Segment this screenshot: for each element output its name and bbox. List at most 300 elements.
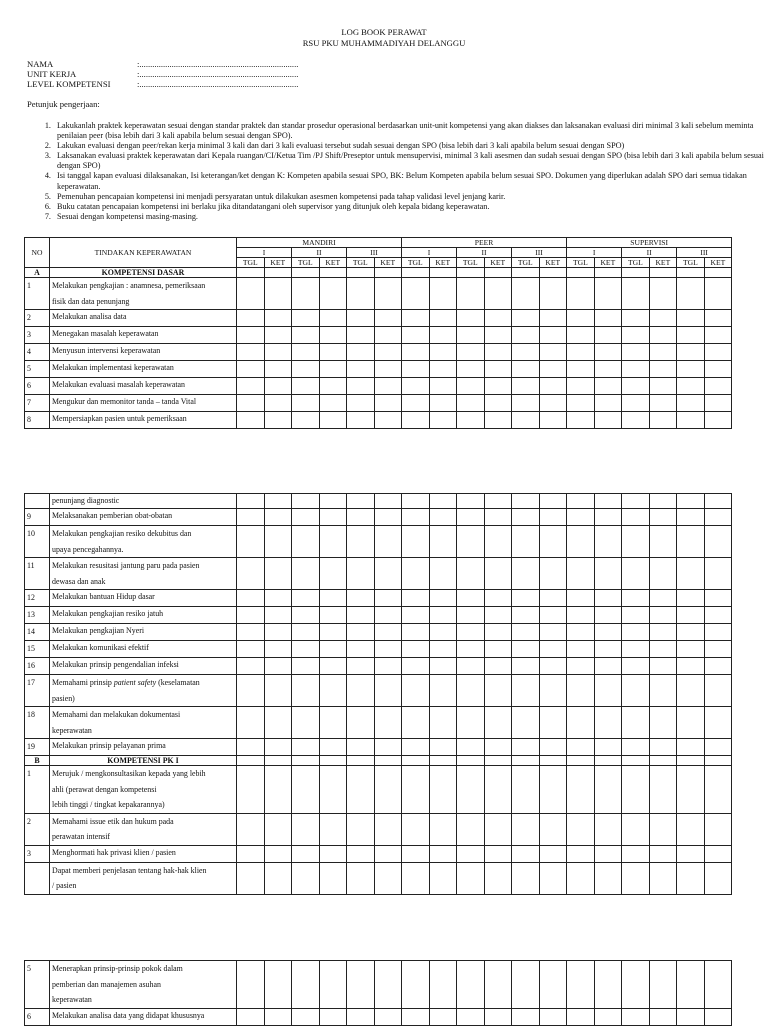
entry-cell[interactable] <box>402 590 430 607</box>
entry-cell[interactable] <box>677 624 705 641</box>
entry-cell[interactable] <box>319 361 347 378</box>
entry-cell[interactable] <box>677 327 705 344</box>
entry-cell[interactable] <box>677 766 705 814</box>
entry-cell[interactable] <box>402 624 430 641</box>
entry-cell[interactable] <box>622 268 650 278</box>
entry-cell[interactable] <box>567 509 595 526</box>
entry-cell[interactable] <box>567 675 595 707</box>
entry-cell[interactable] <box>704 641 732 658</box>
entry-cell[interactable] <box>237 675 265 707</box>
entry-cell[interactable] <box>512 310 540 327</box>
entry-cell[interactable] <box>237 558 265 590</box>
entry-cell[interactable] <box>539 361 567 378</box>
entry-cell[interactable] <box>264 707 292 739</box>
entry-cell[interactable] <box>319 494 347 509</box>
entry-cell[interactable] <box>512 961 540 1009</box>
entry-cell[interactable] <box>292 268 320 278</box>
entry-cell[interactable] <box>594 494 622 509</box>
entry-cell[interactable] <box>237 361 265 378</box>
entry-cell[interactable] <box>484 624 512 641</box>
entry-cell[interactable] <box>237 344 265 361</box>
entry-cell[interactable] <box>512 378 540 395</box>
entry-cell[interactable] <box>704 624 732 641</box>
entry-cell[interactable] <box>622 845 650 862</box>
entry-cell[interactable] <box>649 268 677 278</box>
entry-cell[interactable] <box>347 707 375 739</box>
entry-cell[interactable] <box>704 845 732 862</box>
entry-cell[interactable] <box>429 641 457 658</box>
entry-cell[interactable] <box>512 658 540 675</box>
entry-cell[interactable] <box>374 845 402 862</box>
entry-cell[interactable] <box>567 310 595 327</box>
entry-cell[interactable] <box>402 395 430 412</box>
entry-cell[interactable] <box>567 845 595 862</box>
entry-cell[interactable] <box>237 739 265 756</box>
entry-cell[interactable] <box>567 624 595 641</box>
entry-cell[interactable] <box>677 813 705 845</box>
entry-cell[interactable] <box>319 378 347 395</box>
entry-cell[interactable] <box>264 641 292 658</box>
entry-cell[interactable] <box>622 344 650 361</box>
entry-cell[interactable] <box>429 607 457 624</box>
entry-cell[interactable] <box>374 624 402 641</box>
entry-cell[interactable] <box>484 1008 512 1025</box>
entry-cell[interactable] <box>319 558 347 590</box>
entry-cell[interactable] <box>649 845 677 862</box>
entry-cell[interactable] <box>264 558 292 590</box>
entry-cell[interactable] <box>567 607 595 624</box>
entry-cell[interactable] <box>594 558 622 590</box>
entry-cell[interactable] <box>374 641 402 658</box>
entry-cell[interactable] <box>347 526 375 558</box>
entry-cell[interactable] <box>622 412 650 429</box>
entry-cell[interactable] <box>512 675 540 707</box>
entry-cell[interactable] <box>512 756 540 766</box>
entry-cell[interactable] <box>594 845 622 862</box>
entry-cell[interactable] <box>594 590 622 607</box>
entry-cell[interactable] <box>512 361 540 378</box>
entry-cell[interactable] <box>292 412 320 429</box>
entry-cell[interactable] <box>484 310 512 327</box>
entry-cell[interactable] <box>264 607 292 624</box>
entry-cell[interactable] <box>622 378 650 395</box>
entry-cell[interactable] <box>402 378 430 395</box>
entry-cell[interactable] <box>319 278 347 310</box>
entry-cell[interactable] <box>484 707 512 739</box>
entry-cell[interactable] <box>347 558 375 590</box>
entry-cell[interactable] <box>594 813 622 845</box>
entry-cell[interactable] <box>704 361 732 378</box>
entry-cell[interactable] <box>319 526 347 558</box>
entry-cell[interactable] <box>429 494 457 509</box>
entry-cell[interactable] <box>539 526 567 558</box>
entry-cell[interactable] <box>237 658 265 675</box>
entry-cell[interactable] <box>594 310 622 327</box>
entry-cell[interactable] <box>704 412 732 429</box>
entry-cell[interactable] <box>292 344 320 361</box>
entry-cell[interactable] <box>402 310 430 327</box>
entry-cell[interactable] <box>512 862 540 894</box>
entry-cell[interactable] <box>539 641 567 658</box>
entry-cell[interactable] <box>512 526 540 558</box>
entry-cell[interactable] <box>704 310 732 327</box>
entry-cell[interactable] <box>594 624 622 641</box>
entry-cell[interactable] <box>704 268 732 278</box>
entry-cell[interactable] <box>237 624 265 641</box>
entry-cell[interactable] <box>264 756 292 766</box>
entry-cell[interactable] <box>457 278 485 310</box>
entry-cell[interactable] <box>622 361 650 378</box>
entry-cell[interactable] <box>704 658 732 675</box>
entry-cell[interactable] <box>622 558 650 590</box>
entry-cell[interactable] <box>512 278 540 310</box>
entry-cell[interactable] <box>264 378 292 395</box>
entry-cell[interactable] <box>649 766 677 814</box>
entry-cell[interactable] <box>677 378 705 395</box>
entry-cell[interactable] <box>292 526 320 558</box>
entry-cell[interactable] <box>677 675 705 707</box>
entry-cell[interactable] <box>374 1008 402 1025</box>
entry-cell[interactable] <box>319 641 347 658</box>
entry-cell[interactable] <box>429 624 457 641</box>
entry-cell[interactable] <box>484 558 512 590</box>
entry-cell[interactable] <box>374 756 402 766</box>
entry-cell[interactable] <box>539 707 567 739</box>
entry-cell[interactable] <box>594 707 622 739</box>
entry-cell[interactable] <box>347 268 375 278</box>
entry-cell[interactable] <box>512 268 540 278</box>
entry-cell[interactable] <box>622 607 650 624</box>
entry-cell[interactable] <box>539 412 567 429</box>
entry-cell[interactable] <box>292 813 320 845</box>
entry-cell[interactable] <box>429 658 457 675</box>
entry-cell[interactable] <box>649 813 677 845</box>
entry-cell[interactable] <box>402 641 430 658</box>
entry-cell[interactable] <box>292 756 320 766</box>
entry-cell[interactable] <box>484 862 512 894</box>
entry-cell[interactable] <box>374 766 402 814</box>
entry-cell[interactable] <box>677 1008 705 1025</box>
entry-cell[interactable] <box>429 766 457 814</box>
entry-cell[interactable] <box>429 862 457 894</box>
entry-cell[interactable] <box>374 862 402 894</box>
entry-cell[interactable] <box>512 813 540 845</box>
entry-cell[interactable] <box>704 675 732 707</box>
entry-cell[interactable] <box>402 494 430 509</box>
entry-cell[interactable] <box>347 739 375 756</box>
entry-cell[interactable] <box>292 558 320 590</box>
entry-cell[interactable] <box>704 739 732 756</box>
entry-cell[interactable] <box>264 327 292 344</box>
entry-cell[interactable] <box>512 412 540 429</box>
entry-cell[interactable] <box>539 278 567 310</box>
entry-cell[interactable] <box>649 361 677 378</box>
entry-cell[interactable] <box>374 310 402 327</box>
entry-cell[interactable] <box>292 327 320 344</box>
entry-cell[interactable] <box>567 361 595 378</box>
entry-cell[interactable] <box>512 607 540 624</box>
entry-cell[interactable] <box>677 862 705 894</box>
entry-cell[interactable] <box>677 658 705 675</box>
entry-cell[interactable] <box>374 707 402 739</box>
entry-cell[interactable] <box>484 412 512 429</box>
entry-cell[interactable] <box>649 310 677 327</box>
entry-cell[interactable] <box>512 739 540 756</box>
entry-cell[interactable] <box>704 526 732 558</box>
entry-cell[interactable] <box>347 327 375 344</box>
entry-cell[interactable] <box>237 862 265 894</box>
entry-cell[interactable] <box>594 509 622 526</box>
entry-cell[interactable] <box>402 558 430 590</box>
entry-cell[interactable] <box>512 1008 540 1025</box>
entry-cell[interactable] <box>237 327 265 344</box>
entry-cell[interactable] <box>484 658 512 675</box>
entry-cell[interactable] <box>567 378 595 395</box>
entry-cell[interactable] <box>319 756 347 766</box>
entry-cell[interactable] <box>457 739 485 756</box>
entry-cell[interactable] <box>237 494 265 509</box>
entry-cell[interactable] <box>457 361 485 378</box>
entry-cell[interactable] <box>402 675 430 707</box>
entry-cell[interactable] <box>319 412 347 429</box>
entry-cell[interactable] <box>319 310 347 327</box>
entry-cell[interactable] <box>677 756 705 766</box>
entry-cell[interactable] <box>264 1008 292 1025</box>
entry-cell[interactable] <box>347 344 375 361</box>
entry-cell[interactable] <box>264 526 292 558</box>
entry-cell[interactable] <box>622 961 650 1009</box>
entry-cell[interactable] <box>484 766 512 814</box>
entry-cell[interactable] <box>429 558 457 590</box>
entry-cell[interactable] <box>429 361 457 378</box>
entry-cell[interactable] <box>347 310 375 327</box>
entry-cell[interactable] <box>457 607 485 624</box>
entry-cell[interactable] <box>594 378 622 395</box>
entry-cell[interactable] <box>484 361 512 378</box>
entry-cell[interactable] <box>292 739 320 756</box>
entry-cell[interactable] <box>264 278 292 310</box>
entry-cell[interactable] <box>539 509 567 526</box>
entry-cell[interactable] <box>649 862 677 894</box>
entry-cell[interactable] <box>292 509 320 526</box>
entry-cell[interactable] <box>237 278 265 310</box>
entry-cell[interactable] <box>237 756 265 766</box>
entry-cell[interactable] <box>402 739 430 756</box>
entry-cell[interactable] <box>649 961 677 1009</box>
entry-cell[interactable] <box>539 344 567 361</box>
entry-cell[interactable] <box>429 1008 457 1025</box>
entry-cell[interactable] <box>402 278 430 310</box>
entry-cell[interactable] <box>292 862 320 894</box>
entry-cell[interactable] <box>484 607 512 624</box>
entry-cell[interactable] <box>594 1008 622 1025</box>
entry-cell[interactable] <box>264 624 292 641</box>
entry-cell[interactable] <box>512 395 540 412</box>
entry-cell[interactable] <box>512 509 540 526</box>
entry-cell[interactable] <box>264 739 292 756</box>
entry-cell[interactable] <box>429 412 457 429</box>
entry-cell[interactable] <box>539 845 567 862</box>
entry-cell[interactable] <box>457 558 485 590</box>
entry-cell[interactable] <box>622 707 650 739</box>
entry-cell[interactable] <box>292 1008 320 1025</box>
entry-cell[interactable] <box>539 813 567 845</box>
entry-cell[interactable] <box>622 327 650 344</box>
entry-cell[interactable] <box>374 658 402 675</box>
entry-cell[interactable] <box>512 327 540 344</box>
entry-cell[interactable] <box>237 813 265 845</box>
entry-cell[interactable] <box>677 494 705 509</box>
entry-cell[interactable] <box>567 558 595 590</box>
entry-cell[interactable] <box>649 526 677 558</box>
entry-cell[interactable] <box>649 558 677 590</box>
entry-cell[interactable] <box>374 378 402 395</box>
entry-cell[interactable] <box>237 1008 265 1025</box>
entry-cell[interactable] <box>402 526 430 558</box>
entry-cell[interactable] <box>402 813 430 845</box>
entry-cell[interactable] <box>677 739 705 756</box>
entry-cell[interactable] <box>264 862 292 894</box>
entry-cell[interactable] <box>292 766 320 814</box>
entry-cell[interactable] <box>484 344 512 361</box>
entry-cell[interactable] <box>677 344 705 361</box>
entry-cell[interactable] <box>622 624 650 641</box>
entry-cell[interactable] <box>292 278 320 310</box>
entry-cell[interactable] <box>567 766 595 814</box>
entry-cell[interactable] <box>567 862 595 894</box>
entry-cell[interactable] <box>704 961 732 1009</box>
entry-cell[interactable] <box>237 268 265 278</box>
entry-cell[interactable] <box>264 509 292 526</box>
entry-cell[interactable] <box>319 739 347 756</box>
entry-cell[interactable] <box>677 590 705 607</box>
entry-cell[interactable] <box>237 310 265 327</box>
entry-cell[interactable] <box>594 756 622 766</box>
entry-cell[interactable] <box>594 344 622 361</box>
entry-cell[interactable] <box>319 590 347 607</box>
entry-cell[interactable] <box>704 558 732 590</box>
entry-cell[interactable] <box>347 675 375 707</box>
entry-cell[interactable] <box>484 268 512 278</box>
entry-cell[interactable] <box>374 361 402 378</box>
entry-cell[interactable] <box>677 395 705 412</box>
entry-cell[interactable] <box>292 675 320 707</box>
entry-cell[interactable] <box>539 268 567 278</box>
entry-cell[interactable] <box>704 278 732 310</box>
entry-cell[interactable] <box>594 641 622 658</box>
entry-cell[interactable] <box>457 675 485 707</box>
entry-cell[interactable] <box>567 278 595 310</box>
entry-cell[interactable] <box>429 526 457 558</box>
entry-cell[interactable] <box>237 590 265 607</box>
entry-cell[interactable] <box>677 526 705 558</box>
entry-cell[interactable] <box>374 344 402 361</box>
entry-cell[interactable] <box>237 845 265 862</box>
entry-cell[interactable] <box>237 395 265 412</box>
entry-cell[interactable] <box>677 412 705 429</box>
entry-cell[interactable] <box>484 327 512 344</box>
entry-cell[interactable] <box>292 624 320 641</box>
entry-cell[interactable] <box>402 268 430 278</box>
entry-cell[interactable] <box>429 739 457 756</box>
entry-cell[interactable] <box>429 590 457 607</box>
entry-cell[interactable] <box>264 813 292 845</box>
entry-cell[interactable] <box>704 395 732 412</box>
entry-cell[interactable] <box>567 344 595 361</box>
entry-cell[interactable] <box>484 739 512 756</box>
entry-cell[interactable] <box>292 845 320 862</box>
entry-cell[interactable] <box>237 766 265 814</box>
entry-cell[interactable] <box>347 412 375 429</box>
entry-cell[interactable] <box>594 862 622 894</box>
entry-cell[interactable] <box>484 961 512 1009</box>
entry-cell[interactable] <box>457 378 485 395</box>
entry-cell[interactable] <box>539 310 567 327</box>
entry-cell[interactable] <box>319 766 347 814</box>
entry-cell[interactable] <box>704 707 732 739</box>
entry-cell[interactable] <box>567 961 595 1009</box>
entry-cell[interactable] <box>677 707 705 739</box>
entry-cell[interactable] <box>237 526 265 558</box>
entry-cell[interactable] <box>374 558 402 590</box>
entry-cell[interactable] <box>292 961 320 1009</box>
entry-cell[interactable] <box>457 412 485 429</box>
entry-cell[interactable] <box>374 395 402 412</box>
entry-cell[interactable] <box>374 813 402 845</box>
entry-cell[interactable] <box>594 766 622 814</box>
entry-cell[interactable] <box>539 756 567 766</box>
entry-cell[interactable] <box>264 658 292 675</box>
entry-cell[interactable] <box>594 526 622 558</box>
entry-cell[interactable] <box>512 624 540 641</box>
entry-cell[interactable] <box>457 310 485 327</box>
entry-cell[interactable] <box>292 607 320 624</box>
entry-cell[interactable] <box>484 378 512 395</box>
entry-cell[interactable] <box>429 707 457 739</box>
entry-cell[interactable] <box>649 739 677 756</box>
entry-cell[interactable] <box>457 658 485 675</box>
entry-cell[interactable] <box>457 526 485 558</box>
entry-cell[interactable] <box>704 607 732 624</box>
entry-cell[interactable] <box>677 558 705 590</box>
entry-cell[interactable] <box>649 658 677 675</box>
entry-cell[interactable] <box>457 756 485 766</box>
entry-cell[interactable] <box>402 658 430 675</box>
entry-cell[interactable] <box>594 658 622 675</box>
entry-cell[interactable] <box>264 961 292 1009</box>
entry-cell[interactable] <box>677 278 705 310</box>
entry-cell[interactable] <box>649 624 677 641</box>
entry-cell[interactable] <box>567 327 595 344</box>
entry-cell[interactable] <box>594 268 622 278</box>
entry-cell[interactable] <box>264 845 292 862</box>
entry-cell[interactable] <box>649 509 677 526</box>
entry-cell[interactable] <box>402 607 430 624</box>
entry-cell[interactable] <box>374 675 402 707</box>
entry-cell[interactable] <box>457 862 485 894</box>
entry-cell[interactable] <box>539 1008 567 1025</box>
entry-cell[interactable] <box>347 607 375 624</box>
entry-cell[interactable] <box>567 412 595 429</box>
entry-cell[interactable] <box>512 344 540 361</box>
entry-cell[interactable] <box>237 509 265 526</box>
entry-cell[interactable] <box>484 675 512 707</box>
entry-cell[interactable] <box>347 378 375 395</box>
entry-cell[interactable] <box>649 590 677 607</box>
entry-cell[interactable] <box>567 590 595 607</box>
entry-cell[interactable] <box>429 509 457 526</box>
entry-cell[interactable] <box>264 590 292 607</box>
